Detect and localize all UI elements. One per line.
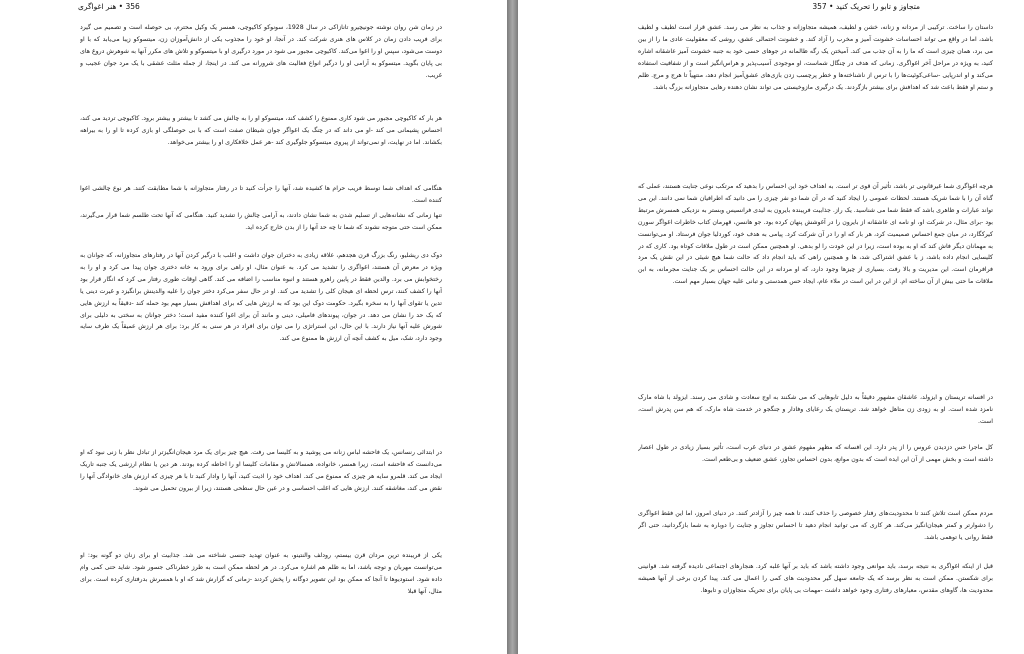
- running-header-right: متجاوز و تابو را تحریک کنید • 357: [812, 2, 920, 11]
- paragraph: هر بار که کاکیوچی مجبور می شود کاری ممنوع را کشف کند، میتسوکو او را به چالش می کشد تا بیشتر و بیشتر برود. کاکیوچی تردید می کند، احساس پشیمانی می کند -او می داند که در چنگ یک اغواگر جوان شیطان صفت است که با بی حوصلگی او بازی کرده تا او را به بیراهه بکشاند. اما در نهایت، او نمی‌تواند از پیروی میتسوکو جلوگیری کند -هر عمل خلافکاری او را بیشتر می‌خواهد.: [80, 115, 442, 146]
- paragraph: در افسانه تریستان و ایزولد، عاشقان مشهور دقیقاً به دلیل تابوهایی که می شکنند به اوج سعادت و شادی می رسند. ایزولد با شاه مارک نامزد شده است. او به زودی زن متاهل خواهد شد. تریستان یک رعایای وفادار و جنگجو در خدمت شاه مارک، که هم سن پدرش است، است.: [638, 394, 993, 425]
- paragraph: هنگامی که اهداف شما توسط فریب حرام ها کشیده شد، آنها را جرأت کنید تا در رفتار متجاوزانه با شما مطابقت کنند. هر نوع چالشی اغوا کننده است.: [80, 185, 442, 204]
- page-356: [0, 0, 507, 654]
- page-gutter: [507, 0, 518, 654]
- paragraph: تنها زمانی که نشانه‌هایی از تسلیم شدن به شما نشان دادند، به آرامی چالش را تشدید کنید. هنگامی که آنها تحت طلسم شما قرار می‌گیرند، ممکن است حتی متوجه نشوند که شما تا چه حد آنها را از بدن خارج کرده اید.: [80, 212, 442, 231]
- page-357: [518, 0, 1024, 654]
- paragraph: در زمان شن روان نوشته جونیچیرو تانازاکی در سال 1928، سونوکو کاکیوچی، همسر یک وکیل محترم، بی حوصله است و تصمیم می گیرد برای فریب دادن زمان در کلاس های هنری شرکت کند. در آنجا، او خود را مجذوب یکی از دانش‌آموزان زن، میتسوکو زیبا می‌یابد که با او دوست می‌شود، سپس او را اغوا می‌کند. کاکیوچی مجبور می شود در مورد درگیری او با میتسوکو و تلاش های مکرر آنها به شوهرش دروغ های بی پایان بگوید. میتسوکو به آرامی او را درگیر انواع فعالیت های شرورانه می کند. در اینجا، از جمله مثلث عشقی با یک مرد جوان عجیب و غریب.: [80, 24, 442, 79]
- paragraph: قبل از اینکه اغواگری به نتیجه برسد، باید موانعی وجود داشته باشد که باید بر آنها غلبه کرد. هنجارهای اجتماعی نادیده گرفته شد. قوانینی برای شکستن. ممکن است به نظر برسد که یک جامعه سهل گیر محدودیت های کمی را اعمال می کند. پیدا کردن برخی از آنها همیشه محدودیت ها، گاوهای مقدس، معیارهای رفتاری وجود خواهد داشت -مهمات بی پایان برای تحریک متجاوزان و تابوها.: [638, 563, 993, 594]
- running-header-left: 356 • هنر اغواگری: [78, 2, 140, 11]
- paragraph: در ابتدائی رنسانس، یک فاحشه لباس زنانه می پوشید و به کلیسا می رفت. هیچ چیز برای یک مرد هیجان‌انگیزتر از تبادل نظر با زنی نبود که او می‌دانست که فاحشه است، زیرا همسر، خانواده، همسالانش و مقامات کلیسا او را احاطه کرده بودند. هر دین یا نظام ارزشی یک جنبه تاریک ایجاد می کند. قلمرو سایه هر چیزی که ممنوع می کند. اهداف خود را اذیت کنید، آنها را وادار کنید تا با هر چیزی که ارزش های خانوادگی آنها را نقض می کند، مغاشقه کنند. ارزش هایی که اغلب احساسی و در عین حال سطحی هستند، زیرا از بیرون تحمیل می شوند.: [80, 449, 442, 492]
- paragraph: دوک دی ریشلیو، رنگ بزرگ قرن هجدهم، علاقه زیادی به دختران جوان داشت و اغلب با درگیر کردن آنها در رفتارهای متجاوزانه، که جوانان به ویژه در معرض آن هستند، اغواگری را تشدید می کرد. به عنوان مثال، او راهی برای ورود به خانه دختری جوان پیدا می کرد و او را به رختخوابش می برد. والدین فقط در پایین راهرو هستند و انبوه مناسب را اضافه می کند. گاهی اوقات طوری رفتار می کرد که انگار قرار بود آنها را کشف کنند، ترس لحظه ای هیجان کلی را تشدید می کند. او در حال سفر می‌کرد دختر جوان را علیه والدینش برانگیزد و غیرت دینی یا تدین یا تقوای آنها را به سخره بگیرد. حکومت دوک این بود که به ارزش هایی که برای اهدافش بسیار مهم بود حمله کند -دقیقاً به ارزش هایی که یک حد را نشان می دهد. در جوان، پیوندهای فامیلی، دینی و مانند آن برای اغوا کننده مفید است؛ دختر جوانان به سختی به دلیلی برای شورش علیه آنها نیاز دارند. با این حال، این استراتژی را می توان برای افراد در هر سنی به کار برد: برای هر ارزش عمیقاً یک طرف سایه وجود دارد، شک، میل به کشف آنچه آن ارزش ها ممنوع می کند.: [80, 252, 442, 343]
- paragraph: داستان را ساخت. ترکیبی از مردانه و زنانه، خشن و لطیف، همیشه متجاوزانه و جذاب به نظر می رسد. عشق قرار است لطیف و لطیف باشد، اما در واقع می تواند احساسات خشونت آمیز و مخرب را آزاد کند. و خشونت احتمالی عشق، روشی که معقولیت عادی ما را از بین می برد، همان چیزی است که ما را به آن جذب می کند. آمیختن یک رگه ظالمانه در جوهای حسی خود به جنبه خشونت آمیز عاشقانه اشاره کنید، به ویژه در مراحل آخر اغواگری. زمانی که هدف در چنگال شماست، او موجودی آسیب‌پذیر و هراس‌انگیز است و از شفافیت استفاده می‌کند و او اندرپایی -ساعی‌کوئیت‌ها را با ترس از ناشناخته‌ها و خطر پرچسب زدن بازی‌های عشق‌آمیز انجام دهد، منتهیاً تا هرج و مرج. ظلم و ستم او فقط باعث شد که اهدافش برای بیشتر بازگردند. یک درگیری مازوخیستی می تواند نشان دهنده رهایی متجاوزانه بزرگ باشد.: [638, 24, 993, 91]
- paragraph: کل ماجرا حس دزدیدن عروس را از پدر دارد. این افسانه که مظهر مفهوم عشق در دنیای غرب است، تأثیر بسیار زیادی در طول اعصار داشته است و بخش مهمی از آن این ایده است که بدون موانع، بدون احساس تجاوز، عشق ضعیف و بی‌طعم است.: [638, 444, 993, 463]
- paragraph: هرچه اغواگری شما غیرقانونی تر باشد، تأثیر آن قوی تر است. به اهداف خود این احساس را بدهید که مرتکب نوعی جنایت هستند، عملی که گناه آن را با شما شریک هستند. لحظات عمومی را ایجاد کنید که در آن شما دو نفر چیزی را می دانید که اطرافیان شما نمی دانند. این می تواند عبارات و ظاهری باشد که فقط شما می شناسید. یک راز. جذابیت فریبنده بایرون به لیدی فرانسیس وبستر به نزدیکی همسرش مرتبط بود -برای مثال، در شرکت او، او نامه ای عاشقانه از بایرون را در آغوشش پنهان کرده بود. جو هانسن، قهرمان کتاب خاطرات اغواگر سورن کیرکگارد، در میان جمع احساس صمیمیت کرد، هر بار که او را در آن شرکت کرد. پیامی به هدف خود، کوردلیا جوان فرستاد. او می‌توانست به مهمانان دیگر فاش کند که او به بوده است، زیرا در این خودت را لو بدهی. او همچنین ممکن است در طول ملاقات کوتاه بود. کاری که در کلیسایی انجام داده باشد، ز با عشق اشتراکی شد، ها و همچنین راهی که باید انجام داد که حالت شما هیچ شیئی در این نقش یک مرد فرافرمان است. این مدیریت و بالا رفت. بسیاری از چیزها وجود دارد، که او مردانه در این حالت احساس بر یک جنایت مجرمانه، به ابن ملاقات ما حتی بیش از آن ساخته ام. از این در این است در ملاء عام، ایجاد حس همدستی و تبانی علیه جهان بسیار مهم است.: [638, 183, 993, 286]
- paragraph: مردم ممکن است تلاش کنند تا محدودیت‌های رفتار خصوصی را حذف کنند، تا همه چیز را آزادتر کنند. در دنیای امروز، اما این فقط اغواگری را دشوارتر و کمتر هیجان‌انگیز می‌کند. هر کاری که می توانید انجام دهید تا احساس تجاوز و جنایت را دوباره به شما بازگردانید، حتی اگر فقط روانی یا توهمی باشد.: [638, 510, 993, 541]
- paragraph: یکی از فریبنده ترین مردان قرن بیستم، رودلف والنتینو، به عنوان تهدید جنسی شناخته می شد. جذابیت او برای زنان دو گونه بود: او می‌توانست مهربان و توجه باشد، اما به ظلم هم اشاره می‌کرد. در هر لحظه ممکن است به طرز خطرناکی جسور شود. شاید حتی کمی وام داده شود. استودیوها تا آنجا که ممکن بود این تصویر دوگانه را پخش کردند -زمانی که گزارش شد که او با همسرش بدرفتاری کرده است. برای مثال، آنها قبلا: [80, 552, 442, 595]
